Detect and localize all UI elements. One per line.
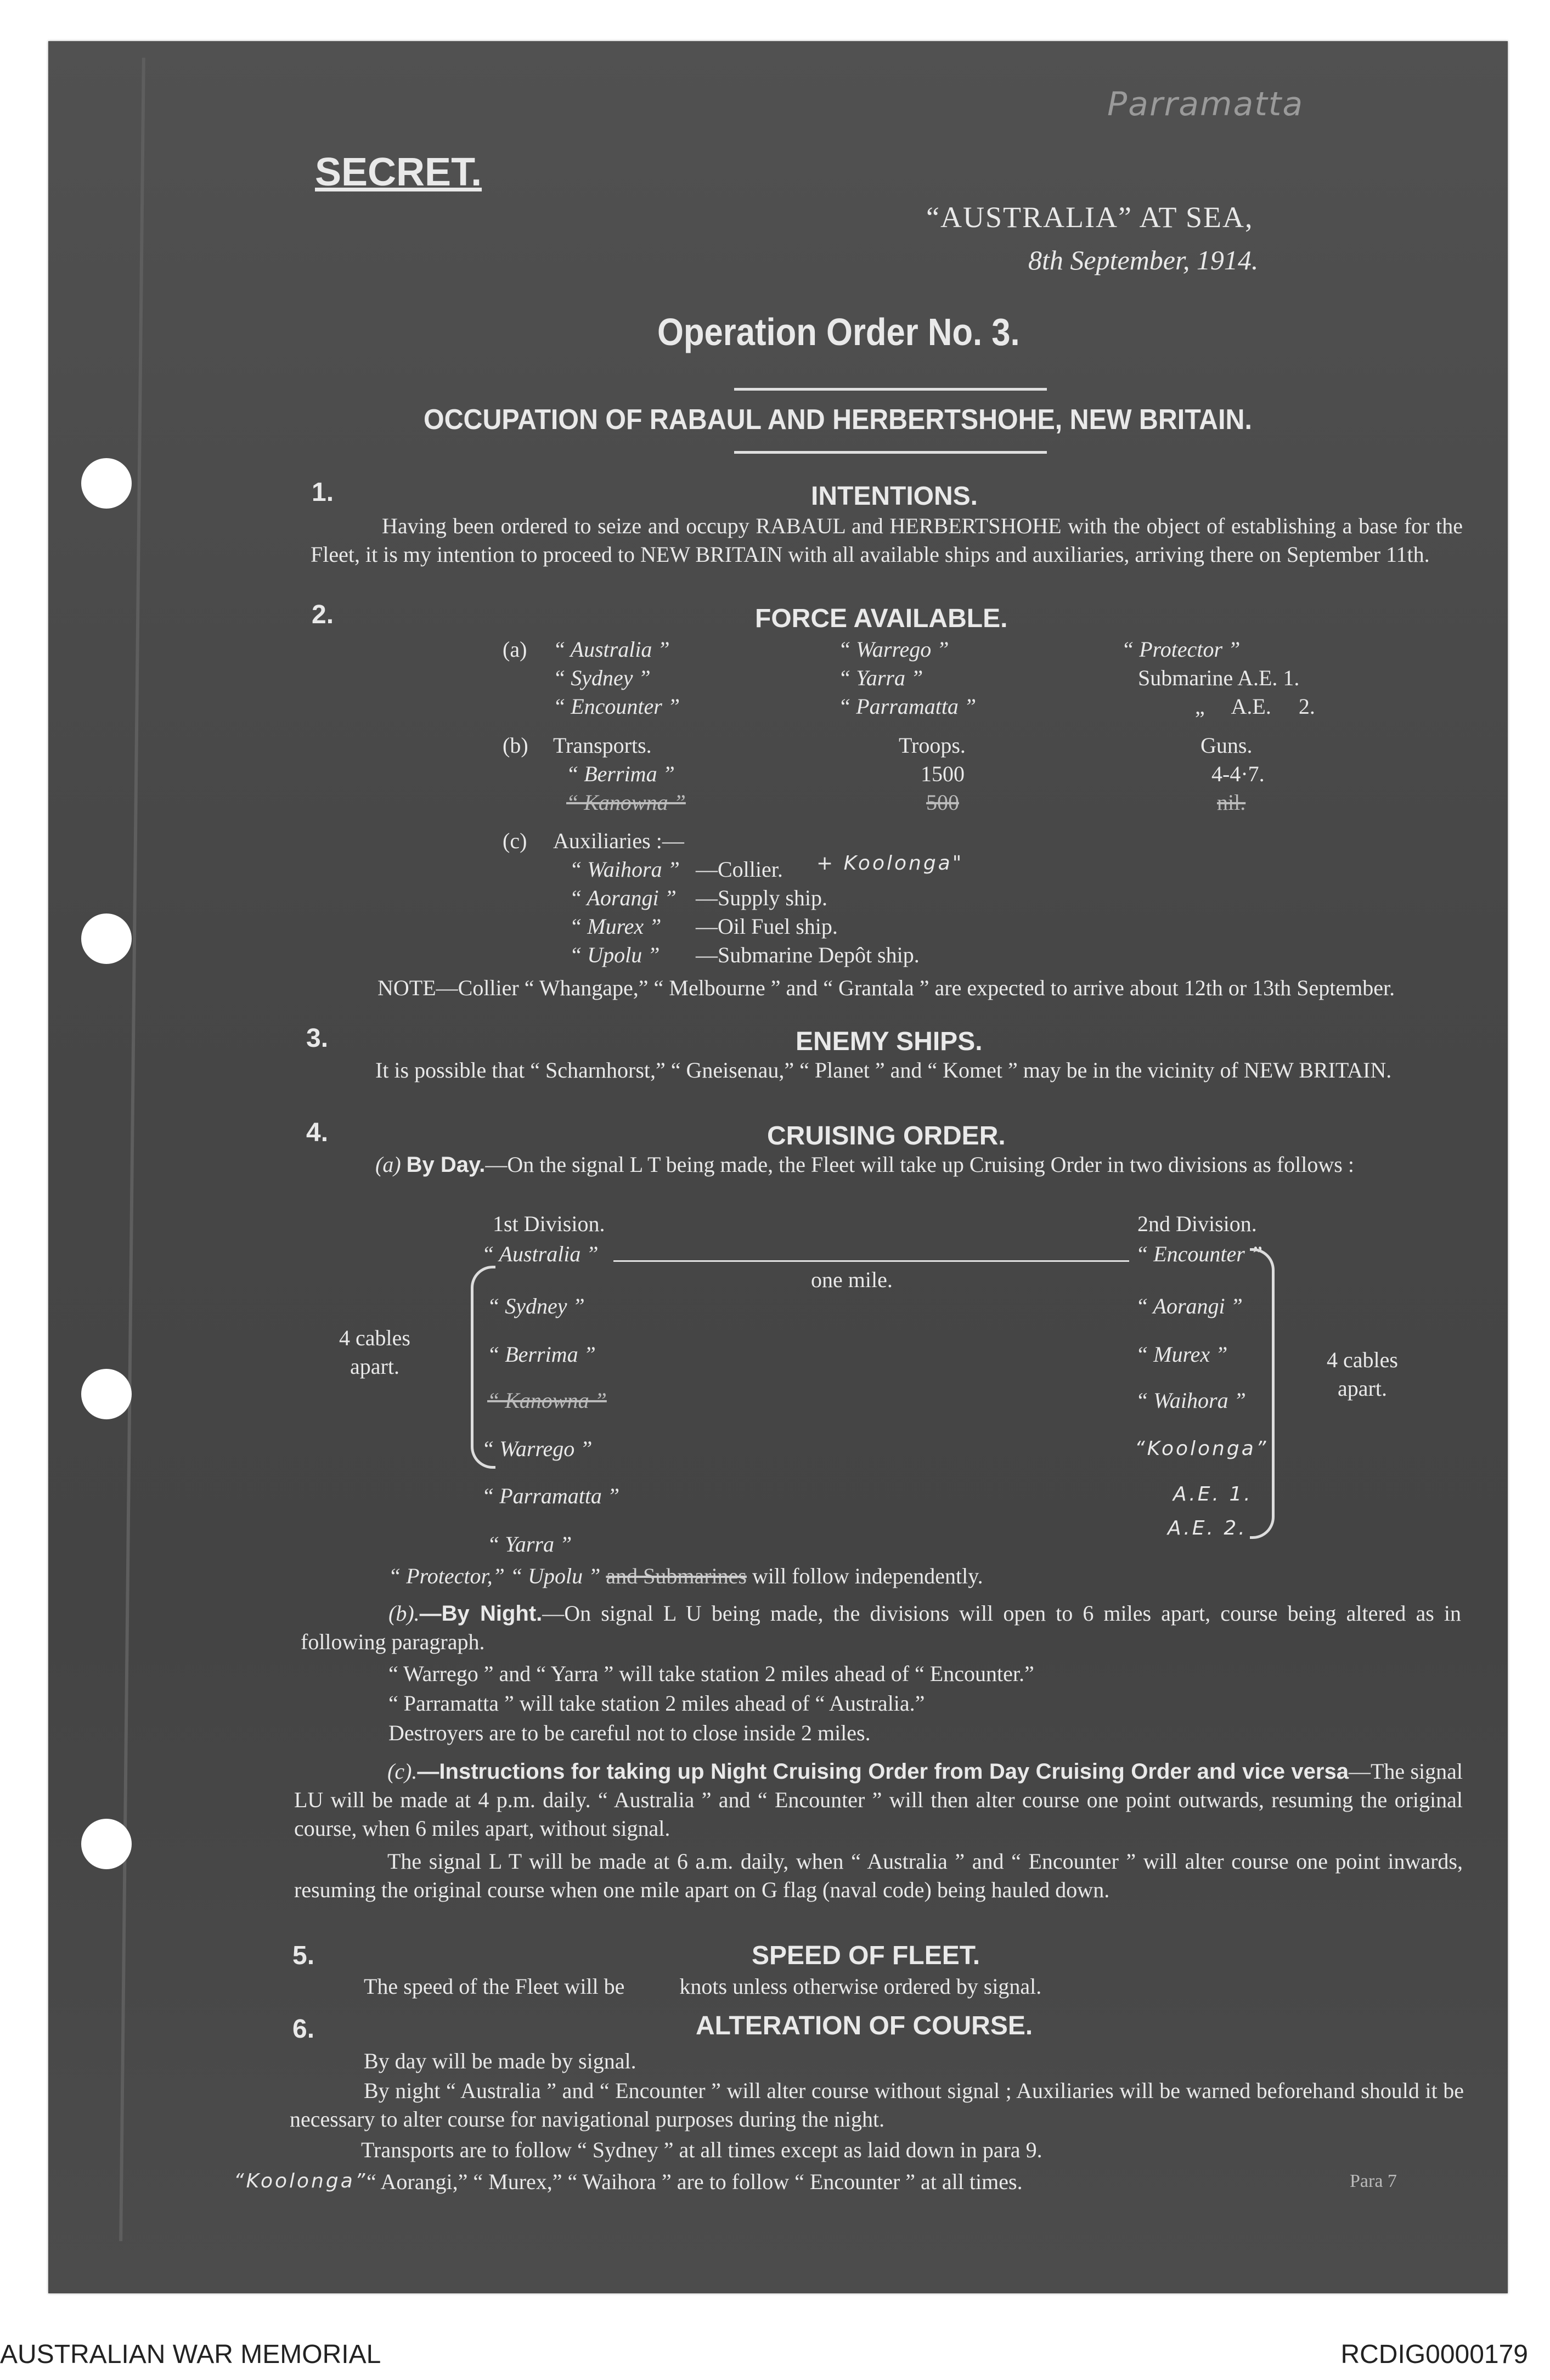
- force-note: NOTE—Collier “ Whangape,” “ Melbourne ” and “ Grantala ” are expected to arrive about 12th or 13th September.: [377, 975, 1395, 1000]
- aux-role: —Supply ship.: [696, 886, 828, 910]
- by-night-line2: “ Warrego ” and “ Yarra ” will take station 2 miles ahead of “ Encounter.”: [388, 1661, 1034, 1686]
- by-night-line3: “ Parramatta ” will take station 2 miles ahead of “ Australia.”: [388, 1691, 925, 1716]
- div1-ship: “ Warrego ”: [482, 1436, 593, 1461]
- guns-header: Guns.: [1200, 733, 1253, 758]
- right-brace: [1250, 1248, 1275, 1539]
- div2-label: 2nd Division.: [1137, 1211, 1257, 1236]
- handwritten-annotation: Parramatta: [1107, 85, 1304, 123]
- aux-role: —Collier.: [696, 857, 783, 882]
- force-col2-0: “ Warrego ”: [838, 637, 949, 662]
- section-number: 4.: [306, 1118, 329, 1147]
- div2-ship: “ Waihora ”: [1136, 1388, 1246, 1413]
- course-line2: By night “ Australia ” and “ Encounter ” will alter course without signal ; Auxiliaries will be warned beforehand should it be necessary to alter course for navigational purposes during the night.: [290, 2078, 1464, 2131]
- div2-handwritten: A.E. 2.: [1168, 1517, 1247, 1539]
- subtitle: OCCUPATION OF RABAUL AND HERBERTSHOHE, NEW BRITAIN.: [424, 404, 1252, 436]
- section-heading: SPEED OF FLEET.: [752, 1941, 980, 1970]
- instructions-para: [294, 1757, 1463, 1843]
- cables-right: 4 cables apart.: [1327, 1347, 1398, 1401]
- footer-institution: AUSTRALIAN WAR MEMORIAL: [0, 2340, 381, 2369]
- berrima-guns: 4-4·7.: [1211, 762, 1265, 786]
- auxiliaries-header: Auxiliaries :—: [553, 828, 684, 853]
- follow-text: will follow independently.: [752, 1564, 983, 1588]
- aux-role: —Oil Fuel ship.: [696, 914, 838, 939]
- instructions-text: —The signal LU will be made at 4 p.m. daily. “ Australia ” and “ Encounter ” will then alter course one point outwards, resuming the original course, when 6 miles apart, without signal.: [294, 1759, 1463, 1841]
- one-mile-line: [613, 1260, 1129, 1262]
- div1-ship: “ Berrima ”: [487, 1342, 596, 1367]
- page-title: Operation Order No. 3.: [657, 311, 1020, 353]
- title-rule: [734, 388, 1047, 391]
- force-col1-0: “ Australia ”: [553, 637, 670, 662]
- cables-left: 4 cables apart.: [339, 1326, 410, 1379]
- force-col3-2: „ A.E. 2.: [1195, 694, 1315, 719]
- div2-handwritten: A.E. 1.: [1173, 1483, 1253, 1505]
- by-night-heading: —By Night.: [419, 1601, 543, 1626]
- section-number: 6.: [292, 2015, 315, 2044]
- transports-header: Transports.: [553, 733, 652, 758]
- punch-hole: [81, 913, 132, 964]
- section-heading: FORCE AVAILABLE.: [755, 604, 1008, 633]
- troops-header: Troops.: [899, 733, 966, 758]
- aux-name: “ Aorangi ”: [570, 886, 677, 910]
- force-col1-1: “ Sydney ”: [553, 666, 651, 690]
- div1-ship: “ Sydney ”: [487, 1294, 585, 1318]
- aux-name: “ Waihora ”: [570, 857, 680, 882]
- aux-name: “ Upolu ”: [570, 943, 660, 967]
- aux-role: —Submarine Depôt ship.: [696, 943, 920, 967]
- speed-text: The speed of the Fleet will be knots unless otherwise ordered by signal.: [364, 1974, 1042, 1999]
- by-night-para: [301, 1599, 1461, 1656]
- by-day-para: [304, 1150, 1462, 1179]
- div1-ship: “ Australia ”: [482, 1242, 599, 1266]
- div1-ship: “ Parramatta ”: [482, 1484, 620, 1508]
- section-number: 1.: [312, 478, 334, 507]
- punch-hole: [81, 458, 132, 509]
- by-night-label: (b).: [388, 1601, 420, 1626]
- course-line1: By day will be made by signal.: [364, 2049, 636, 2073]
- div2-ship: “ Murex ”: [1136, 1342, 1228, 1367]
- section-heading: ENEMY SHIPS.: [796, 1027, 983, 1056]
- intentions-text: Having been ordered to seize and occupy RABAUL and HERBERTSHOHE with the object of establishing a base for the Fleet, it is my intention to proceed to NEW BRITAIN with all available ships and auxiliaries, arriving there on September 11th.: [311, 514, 1463, 567]
- punch-hole: [81, 1819, 132, 1869]
- course-line3: Transports are to follow “ Sydney ” at all times except as laid down in para 9.: [361, 2138, 1042, 2162]
- aux-handwritten: + Koolonga": [816, 852, 964, 875]
- section-number: 2.: [312, 600, 334, 629]
- date-line: 8th September, 1914.: [1028, 245, 1259, 275]
- force-c-label: (c): [503, 828, 527, 853]
- force-col2-2: “ Parramatta ”: [838, 694, 977, 719]
- by-day-text: —On the signal L T being made, the Fleet will take up Cruising Order in two divisions as follows :: [485, 1152, 1354, 1177]
- subtitle-rule: [734, 451, 1047, 454]
- kanowna-struck: “ Kanowna ”: [566, 790, 686, 815]
- div2-handwritten: “Koolonga”: [1135, 1437, 1269, 1460]
- berrima: “ Berrima ”: [566, 762, 675, 786]
- fold-line: [119, 58, 145, 2241]
- section-heading: ALTERATION OF COURSE.: [696, 2011, 1033, 2040]
- document-photo: [48, 41, 1508, 2293]
- follow-line: [388, 1562, 983, 1591]
- enemy-ships-text: It is possible that “ Scharnhorst,” “ Gneisenau,” “ Planet ” and “ Komet ” may be in the vicinity of NEW BRITAIN.: [375, 1058, 1392, 1082]
- berrima-troops: 1500: [921, 762, 965, 786]
- section-number: 3.: [306, 1024, 329, 1053]
- by-night-text: —On signal L U being made, the divisions will open to 6 miles apart, course being altered as in following paragraph.: [301, 1601, 1462, 1654]
- force-a-label: (a): [503, 637, 527, 662]
- para-reference: Para 7: [1350, 2171, 1397, 2191]
- by-day-heading: By Day.: [406, 1153, 486, 1177]
- kanowna-troops-struck: 500: [926, 790, 959, 815]
- aux-name: “ Murex ”: [570, 914, 662, 939]
- instructions-label: (c).: [387, 1759, 418, 1784]
- force-col1-2: “ Encounter ”: [553, 694, 680, 719]
- follow-struck: and Submarines: [606, 1564, 747, 1588]
- course-handwritten: “Koolonga”: [234, 2170, 368, 2192]
- force-col2-1: “ Yarra ”: [838, 666, 923, 690]
- punch-hole: [81, 1369, 132, 1419]
- instructions-text2: The signal L T will be made at 6 a.m. daily, when “ Australia ” and “ Encounter ” will alter course one point inwards, resuming the original course when one mile apart on G flag (naval code) being hauled down.: [294, 1849, 1463, 1902]
- section-heading: CRUISING ORDER.: [767, 1121, 1006, 1150]
- force-col3-0: “ Protector ”: [1121, 637, 1241, 662]
- div2-ship: “ Encounter ”: [1136, 1242, 1263, 1266]
- force-col3-1: Submarine A.E. 1.: [1138, 666, 1300, 690]
- force-b-label: (b): [503, 733, 528, 758]
- one-mile-label: one mile.: [811, 1267, 893, 1292]
- section-number: 5.: [292, 1941, 315, 1970]
- by-day-label: (a): [375, 1152, 401, 1177]
- place-line: “AUSTRALIA” AT SEA,: [926, 201, 1254, 234]
- instructions-heading: —Instructions for taking up Night Cruising Order from Day Cruising Order and vice versa: [417, 1759, 1349, 1784]
- footer-record-id: RCDIG0000179: [1340, 2340, 1528, 2369]
- follow-ships: “ Protector,” “ Upolu ”: [388, 1564, 601, 1588]
- div1-label: 1st Division.: [493, 1211, 605, 1236]
- secret-label: SECRET.: [315, 150, 482, 194]
- section-heading: INTENTIONS.: [811, 482, 978, 511]
- div2-ship: “ Aorangi ”: [1136, 1294, 1243, 1318]
- by-night-line4: Destroyers are to be careful not to close inside 2 miles.: [388, 1721, 871, 1745]
- div1-ship-struck: “ Kanowna ”: [487, 1388, 607, 1413]
- kanowna-guns-struck: nil.: [1217, 790, 1246, 815]
- div1-ship: “ Yarra ”: [487, 1532, 572, 1556]
- course-line4: “ Aorangi,” “ Murex,” “ Waihora ” are to follow “ Encounter ” at all times.: [367, 2169, 1023, 2194]
